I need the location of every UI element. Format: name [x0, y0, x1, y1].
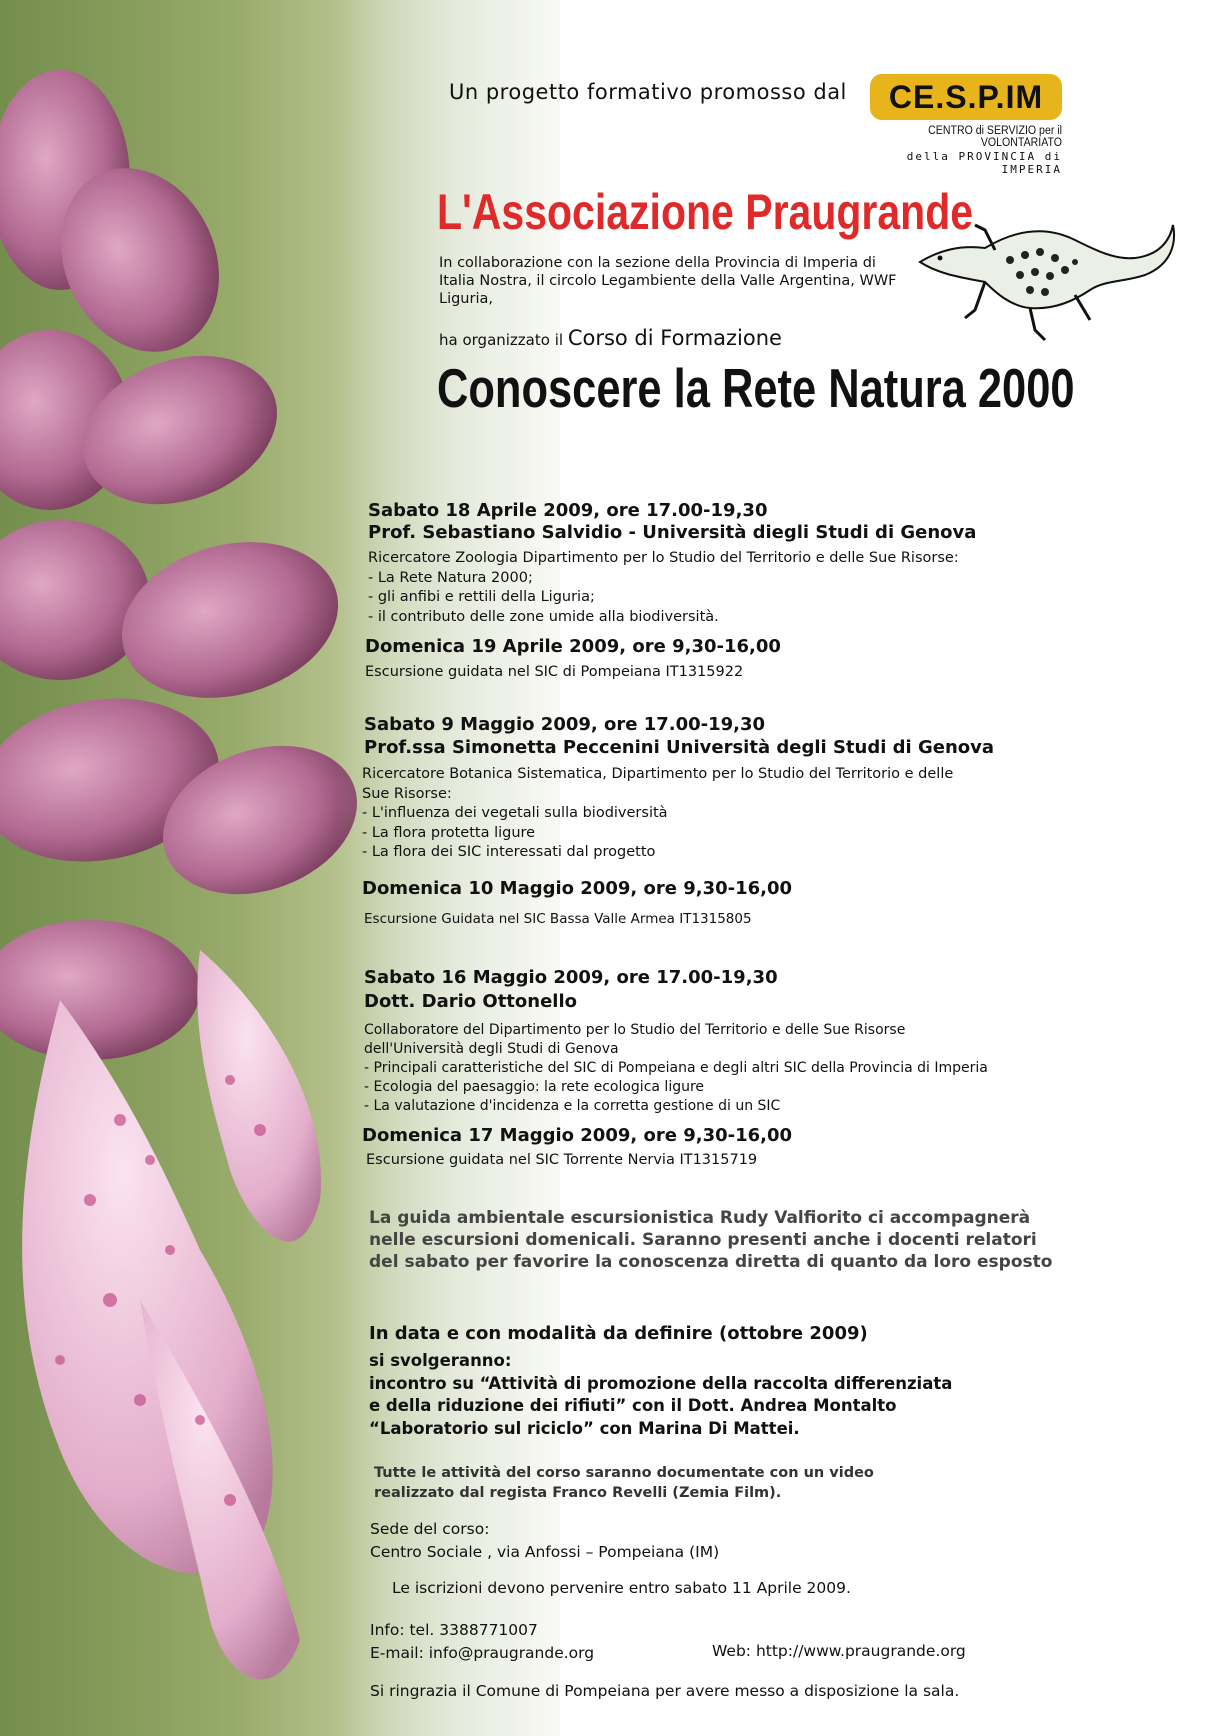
detail-line: Escursione guidata nel SIC Torrente Nervia IT1315719 [366, 1152, 758, 1168]
session-details [365, 663, 743, 683]
cespim-logo [870, 74, 1062, 176]
promo-text: Un progetto formativo promosso dal [449, 80, 847, 104]
session-details [362, 765, 953, 863]
detail-line: - il contributo delle zone umide alla biodiversità. [368, 608, 719, 625]
session-details [364, 910, 752, 930]
session-date: Domenica 17 Maggio 2009, ore 9,30-16,00 [362, 1125, 793, 1146]
session-date: Domenica 10 Maggio 2009, ore 9,30-16,00 [362, 878, 793, 899]
phone-text: Info: tel. 3388771007 [370, 1621, 538, 1639]
guide-note: La guida ambientale escursionistica Rudy Valfiorito ci accompagnerà nelle escursioni domenicali. Saranno presenti anche i docenti relatori del sabato per favorire la conoscenza diretta di quanto da loro esposto [369, 1208, 1053, 1272]
october-details [369, 1350, 952, 1440]
registration-deadline: Le iscrizioni devono pervenire entro sabato 11 Aprile 2009. [392, 1579, 851, 1597]
association-title: L'Associazione Praugrande [437, 184, 974, 240]
detail-line: - L'influenza dei vegetali sulla biodiversità [362, 805, 668, 821]
logo-badge: CE.S.P.IM [870, 74, 1062, 120]
session-details [364, 1021, 988, 1116]
session-date: Domenica 19 Aprile 2009, ore 9,30-16,00 [365, 636, 781, 657]
session-date: Sabato 9 Maggio 2009, ore 17.00-19,30 [364, 714, 766, 735]
session-speaker: Prof. Sebastiano Salvidio - Università diegli Studi di Genova [368, 522, 977, 543]
detail-line: Collaboratore del Dipartimento per lo Studio del Territorio e delle Sue Risorse [364, 1022, 906, 1038]
venue-label: Sede del corso: [370, 1520, 490, 1538]
session-details [366, 1151, 757, 1171]
detail-line: Ricercatore Botanica Sistematica, Dipartimento per lo Studio del Territorio e delle [362, 766, 954, 782]
session-date: Sabato 16 Maggio 2009, ore 17.00-19,30 [364, 967, 778, 988]
detail-line: dell'Università degli Studi di Genova [364, 1041, 619, 1057]
session-speaker: Prof.ssa Simonetta Peccenini Università degli Studi di Genova [364, 737, 995, 758]
video-note [374, 1464, 874, 1503]
detail-line: e della riduzione dei rifiuti” con il Dott. Andrea Montalto [369, 1396, 897, 1415]
course-type: Corso di Formazione [567, 326, 782, 350]
detail-line: - La valutazione d'incidenza e la corretta gestione di un SIC [364, 1098, 781, 1114]
detail-line: - La flora dei SIC interessati dal progetto [362, 844, 656, 860]
venue-address: Centro Sociale , via Anfossi – Pompeiana (IM) [370, 1543, 720, 1561]
detail-line: - Principali caratteristiche del SIC di Pompeiana e degli altri SIC della Provincia di Imperia [364, 1060, 988, 1076]
logo-subtitle-2: della PROVINCIA di IMPERIA [906, 150, 1062, 176]
detail-line: realizzato dal regista Franco Revelli (Zemia Film). [374, 1484, 782, 1501]
thanks-text: Si ringrazia il Comune di Pompeiana per avere messo a disposizione la sala. [370, 1682, 960, 1700]
session-speaker: Dott. Dario Ottonello [364, 991, 577, 1012]
detail-line: - gli anfibi e rettili della Liguria; [368, 589, 595, 605]
detail-line: si svolgeranno: [369, 1351, 512, 1370]
detail-line: “Laboratorio sul riciclo” con Marina Di Mattei. [369, 1418, 800, 1438]
detail-line: - La flora protetta ligure [362, 824, 536, 841]
detail-line: - Ecologia del paesaggio: la rete ecologica ligure [364, 1079, 705, 1095]
detail-line: Escursione Guidata nel SIC Bassa Valle Armea IT1315805 [364, 911, 752, 927]
october-title: In data e con modalità da definire (ottobre 2009) [369, 1323, 868, 1344]
detail-line: Ricercatore Zoologia Dipartimento per lo Studio del Territorio e delle Sue Risorse: [368, 550, 959, 566]
session-date: Sabato 18 Aprile 2009, ore 17.00-19,30 [368, 500, 768, 521]
web-link[interactable]: Web: http://www.praugrande.org [712, 1642, 966, 1660]
logo-subtitle-1: CENTRO di SERVIZIO per il VOLONTARIATO [928, 125, 1062, 149]
lizard-illustration [915, 200, 1180, 350]
detail-line: incontro su “Attività di promozione della raccolta differenziata [369, 1373, 953, 1393]
collaboration-text: In collaborazione con la sezione della Provincia di Imperia di Italia Nostra, il circolo Legambiente della Valle Argentina, WWF Liguria, [439, 255, 897, 307]
contact-info [370, 1619, 594, 1665]
detail-line: Tutte le attività del corso saranno documentate con un video [374, 1465, 874, 1481]
detail-line: Escursione guidata nel SIC di Pompeiana IT1315922 [365, 664, 744, 680]
session-details [368, 549, 959, 627]
detail-line: - La Rete Natura 2000; [368, 569, 533, 586]
organized-prefix: ha organizzato il [439, 331, 568, 349]
venue [370, 1518, 719, 1564]
course-title: Conoscere la Rete Natura 2000 [437, 357, 1075, 419]
organized-line [439, 326, 782, 350]
email-text: E-mail: info@praugrande.org [370, 1644, 595, 1662]
detail-line: Sue Risorse: [362, 785, 452, 802]
